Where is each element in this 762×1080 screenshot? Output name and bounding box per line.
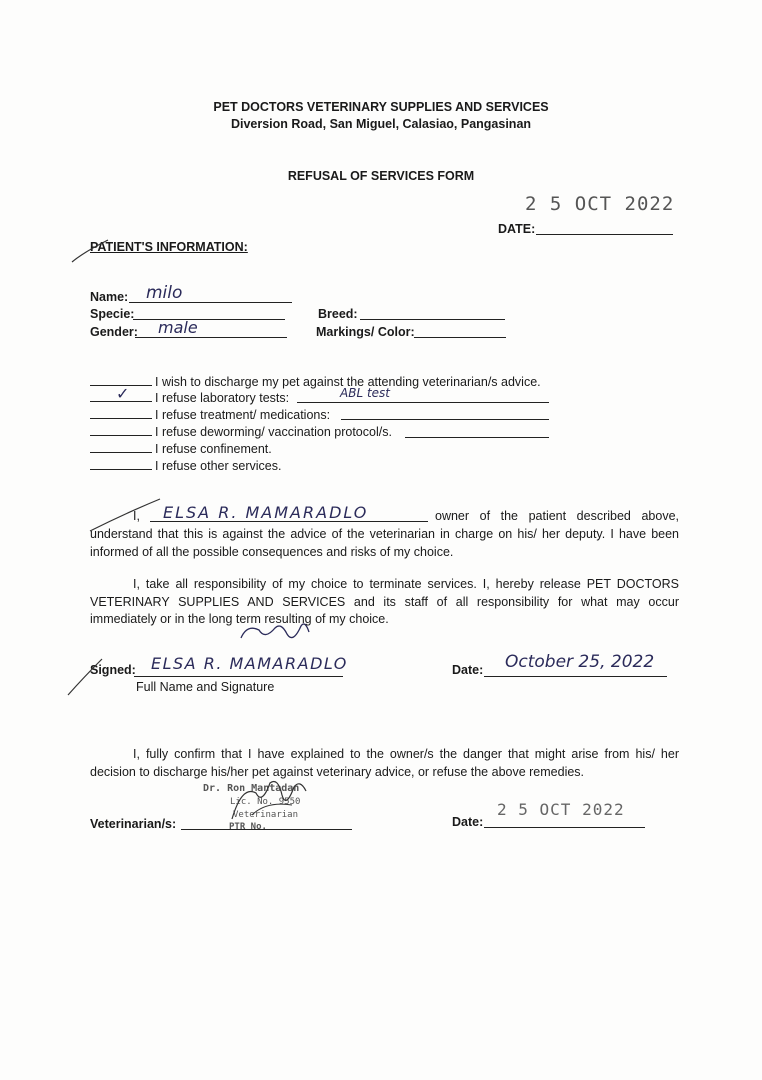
clinic-address: Diversion Road, San Miguel, Calasiao, Pangasinan <box>230 117 532 131</box>
name-label: Name: <box>90 290 129 304</box>
breed-field-line[interactable] <box>360 319 505 320</box>
owner-name-value: ELSA R. MAMARADLO <box>163 503 369 522</box>
refusal-item-other: I refuse other services. <box>90 459 281 473</box>
clinic-name: PET DOCTORS VETERINARY SUPPLIES AND SERVICES <box>213 100 549 114</box>
name-value: milo <box>146 283 183 303</box>
refusal-item-confinement: I refuse confinement. <box>90 442 272 456</box>
refusal-item-treatment: I refuse treatment/ medications: <box>90 408 330 422</box>
statement1-prefix: I, <box>133 509 140 523</box>
markings-field-line[interactable] <box>414 337 506 338</box>
vet-signature-scribble <box>222 775 312 825</box>
checkbox-line[interactable] <box>90 459 152 470</box>
checkbox-line[interactable] <box>90 408 152 419</box>
pen-stroke-mark <box>70 234 110 264</box>
gender-field-line[interactable] <box>135 337 287 338</box>
pen-stroke-mark <box>86 495 166 535</box>
vet-date-line[interactable] <box>484 827 645 828</box>
treatment-detail-line[interactable] <box>341 419 549 420</box>
vet-date-label: Date: <box>452 815 484 829</box>
refusal-item-deworming: I refuse deworming/ vaccination protocol/s. <box>90 425 392 439</box>
statement2-body: I, take all responsibility of my choice to terminate services. I, hereby release PET DOCTORS VETERINARY SUPPLIES AND SERVICES and its staff of all responsibility for what may occur immediately or in the long term resulting of my choice. <box>90 577 679 626</box>
date-stamp: 2 5 OCT 2022 <box>525 193 675 215</box>
lab-tests-detail-line[interactable] <box>297 402 549 403</box>
vet-stamp-ptr: PTR No. <box>229 822 267 832</box>
breed-label: Breed: <box>318 307 358 321</box>
lab-tests-detail: ABL test <box>340 386 390 400</box>
owner-date-value: October 25, 2022 <box>505 652 655 672</box>
date-line[interactable] <box>536 234 673 235</box>
specie-label: Specie: <box>90 307 135 321</box>
veterinarian-line[interactable] <box>181 829 352 830</box>
markings-label: Markings/ Color: <box>316 325 415 339</box>
vet-date-stamp: 2 5 OCT 2022 <box>497 800 625 819</box>
signed-label: Signed: <box>90 663 136 677</box>
owner-date-label: Date: <box>452 663 484 677</box>
vet-stamp-license: Lic. No. 9550 <box>230 797 301 807</box>
gender-label: Gender: <box>90 325 138 339</box>
deworming-detail-line[interactable] <box>405 437 549 438</box>
refusal-item-discharge: I wish to discharge my pet against the attending veterinarian/s advice. <box>90 375 541 389</box>
statement1-body: understand that this is against the advice of the veterinarian in charge on his/ her deputy. I have been informed of all the possible consequences and risks of my choice. <box>90 527 679 559</box>
owner-date-line[interactable] <box>484 676 667 677</box>
signature-line[interactable] <box>134 676 343 677</box>
owner-signature-value: ELSA R. MAMARADLO <box>151 654 348 673</box>
patient-section-title: PATIENT'S INFORMATION: <box>90 240 248 254</box>
gender-value: male <box>158 318 198 337</box>
form-title: REFUSAL OF SERVICES FORM <box>287 169 475 183</box>
checkbox-line[interactable] <box>90 442 152 453</box>
pen-stroke-mark <box>66 655 106 697</box>
specie-field-line[interactable] <box>133 319 285 320</box>
statement3-body: I, fully confirm that I have explained to the owner/s the danger that might arise from his/ her decision to discharge his/her pet against veterinary advice, or refuse the above remedies. <box>90 747 679 779</box>
signature-caption: Full Name and Signature <box>136 680 275 694</box>
veterinarian-label: Veterinarian/s: <box>90 817 177 831</box>
date-label: DATE: <box>498 222 536 236</box>
refusal-item-lab-tests: I refuse laboratory tests: <box>90 391 289 405</box>
owner-signature-scribble <box>235 618 315 652</box>
checkbox-line[interactable] <box>90 425 152 436</box>
vet-stamp-title: Veterinarian <box>233 810 299 820</box>
vet-stamp-name: Dr. Ron Mantadan <box>203 783 300 794</box>
statement1-text-after: owner of the patient described above, <box>435 509 679 523</box>
check-mark: ✓ <box>116 384 130 403</box>
